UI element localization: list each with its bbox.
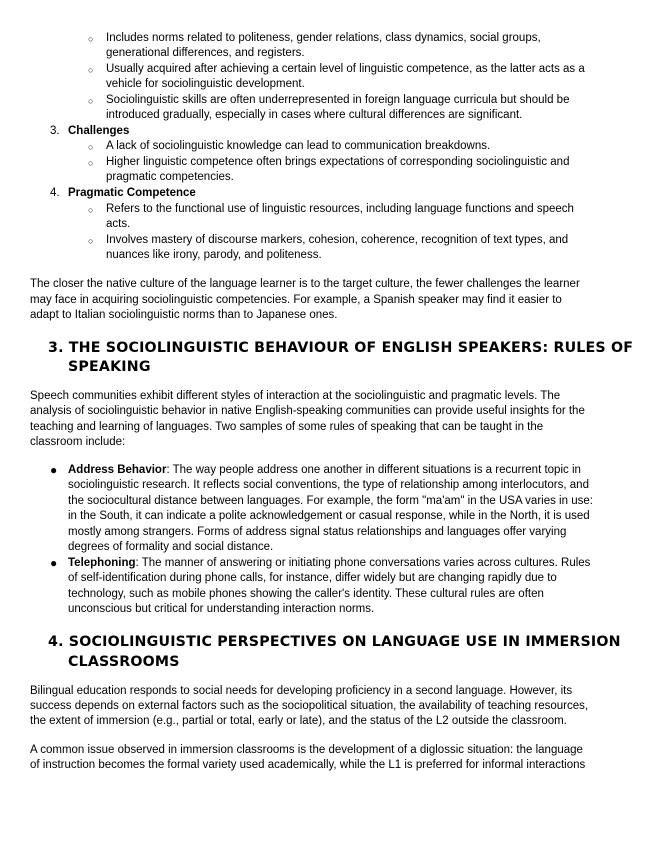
- bullet-text: : The way people address one another in different situations is a recurrent topic in: [166, 464, 581, 476]
- list-text: Refers to the functional use of linguistic resources, including language functions and speech: [106, 203, 574, 215]
- bullet-text: of self-identification during phone calls, for instance, differ widely but are changing rapidly due to: [68, 572, 557, 584]
- paragraph-line: The closer the native culture of the language learner is to the target culture, the fewer challenges the learner: [30, 278, 580, 290]
- list-text: Higher linguistic competence often brings expectations of corresponding sociolinguistic and: [106, 156, 570, 168]
- bullet-text: : The manner of answering or initiating phone conversations varies across cultures. Rules: [135, 557, 591, 569]
- bullet-text: technology, such as mobile phones showing the caller's identity. These cultural rules are often: [68, 588, 544, 600]
- list-number: 4.: [50, 187, 60, 199]
- list-text: pragmatic competencies.: [106, 171, 234, 183]
- paragraph-line: teaching and learning of languages. Two samples of some rules of speaking that can be taught in the: [30, 421, 544, 433]
- bullet: ●: [50, 556, 58, 570]
- list-text: Involves mastery of discourse markers, cohesion, coherence, recognition of text types, and: [106, 234, 569, 246]
- bullet-text: degrees of formality and social distance.: [68, 541, 274, 553]
- section-heading: 3. THE SOCIOLINGUISTIC BEHAVIOUR OF ENGLISH SPEAKERS: RULES OF: [48, 340, 634, 356]
- list-text: Sociolinguistic skills are often underrepresented in foreign language curricula but should be: [106, 94, 570, 106]
- sub-bullet: ○: [88, 34, 94, 44]
- list-item-title: Challenges: [68, 125, 130, 137]
- section-heading-continued: SPEAKING: [68, 359, 151, 375]
- bullet-text: unconscious but critical for understanding interaction norms.: [68, 603, 375, 615]
- sub-bullet: ○: [88, 158, 94, 168]
- list-item-title: Pragmatic Competence: [68, 187, 196, 199]
- paragraph-line: classroom include:: [30, 436, 126, 448]
- bullet-text: the sociocultural distance between languages. For example, the form "ma'am" in the USA varies in use:: [68, 495, 593, 507]
- list-text: Usually acquired after achieving a certain level of linguistic competence, as the latter acts as a: [106, 63, 585, 75]
- paragraph-line: Bilingual education responds to social needs for developing proficiency in a second language. However, its: [30, 685, 573, 697]
- bullet-first-line: [68, 556, 590, 571]
- list-text: vehicle for sociolinguistic development.: [106, 78, 305, 90]
- bullet-text: in the South, it can indicate a polite acknowledgement or casual response, while in the North, it is used: [68, 510, 590, 522]
- list-text: generational differences, and registers.: [106, 47, 305, 59]
- paragraph-line: Speech communities exhibit different styles of interaction at the sociolinguistic and pragmatic levels. The: [30, 390, 561, 402]
- sub-bullet: ○: [88, 96, 94, 106]
- bullet-text: mostly among strangers. Forms of address signal status relationships and languages offer varying: [68, 526, 567, 538]
- term-address-behavior: Address Behavior: [68, 464, 167, 476]
- list-number: 3.: [50, 125, 60, 137]
- bullet-text: sociolinguistic research. It reflects social conventions, the type of relationship among interlocutors, and: [68, 479, 589, 491]
- sub-bullet: ○: [88, 65, 94, 75]
- sub-bullet: ○: [88, 236, 94, 246]
- sub-bullet: ○: [88, 205, 94, 215]
- list-text: acts.: [106, 218, 131, 230]
- paragraph-line: may face in acquiring sociolinguistic competencies. For example, a Spanish speaker may find it easier to: [30, 294, 562, 306]
- section-heading-continued: CLASSROOMS: [68, 654, 180, 670]
- paragraph-line: analysis of sociolinguistic behavior in native English-speaking communities can provide useful insights for the: [30, 405, 585, 417]
- paragraph-line: success depends on external factors such as the sociopolitical situation, the availability of teaching resources,: [30, 700, 589, 712]
- sub-bullet: ○: [88, 142, 94, 152]
- section-heading: 4. SOCIOLINGUISTIC PERSPECTIVES ON LANGUAGE USE IN IMMERSION: [48, 634, 621, 650]
- term-telephoning: Telephoning: [68, 557, 136, 569]
- list-text: nuances like irony, parody, and politeness.: [106, 249, 322, 261]
- bullet-first-line: [68, 463, 581, 478]
- list-text: introduced gradually, especially in cases where cultural differences are significant.: [106, 109, 523, 121]
- paragraph-line: A common issue observed in immersion classrooms is the development of a diglossic situation: the language: [30, 744, 583, 756]
- bullet: ●: [50, 463, 58, 477]
- paragraph-line: adapt to Italian sociolinguistic norms than to Japanese ones.: [30, 309, 338, 321]
- paragraph-line: the extent of immersion (e.g., partial or total, early or late), and the status of the L2 outside the classroom.: [30, 715, 567, 727]
- paragraph-line: of instruction becomes the formal variety used academically, while the L1 is preferred for informal interactions: [30, 759, 586, 771]
- list-text: A lack of sociolinguistic knowledge can lead to communication breakdowns.: [106, 140, 491, 152]
- list-text: Includes norms related to politeness, gender relations, class dynamics, social groups,: [106, 32, 541, 44]
